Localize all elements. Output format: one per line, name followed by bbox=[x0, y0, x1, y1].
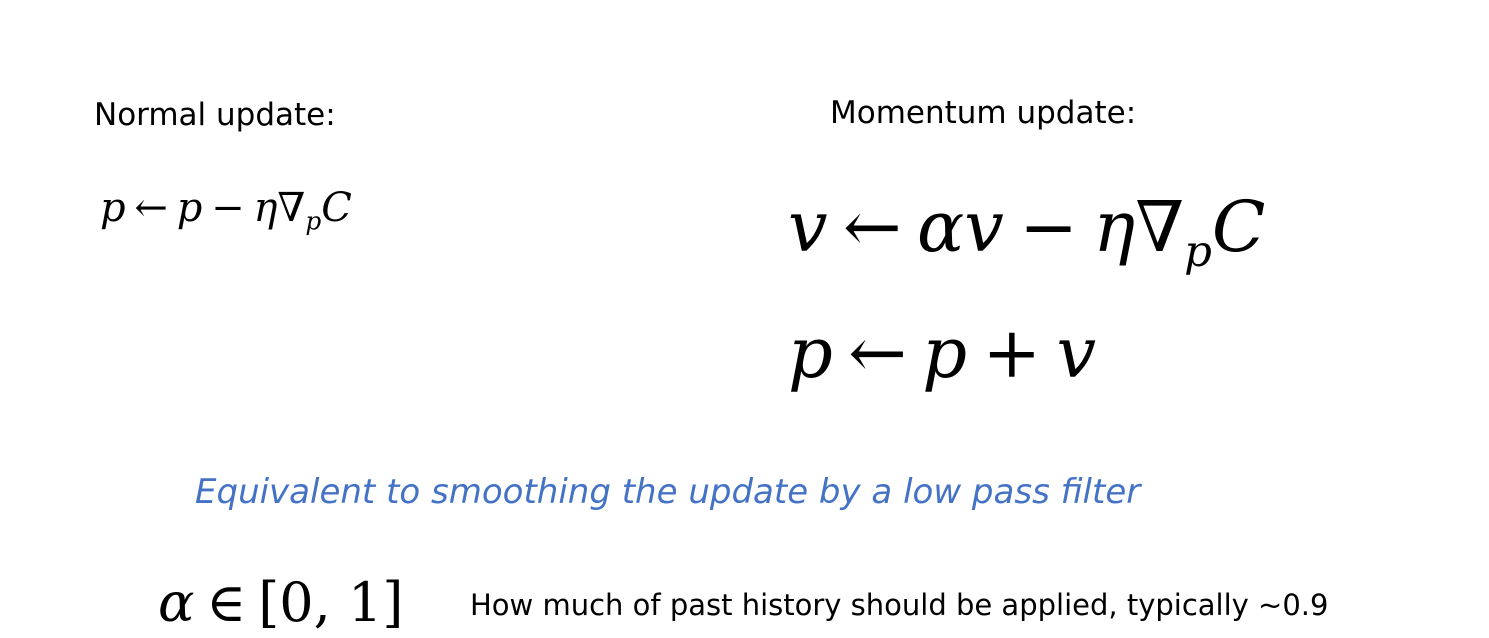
eq-subscript: p bbox=[305, 206, 322, 236]
pos-rhs-var: p bbox=[922, 312, 968, 394]
velocity-equation bbox=[788, 186, 1266, 278]
eq-rhs-var: p bbox=[176, 185, 203, 231]
alpha-interval: [0, 1] bbox=[258, 571, 404, 634]
element-of: ∈ bbox=[206, 571, 247, 634]
normal-update-heading: Normal update: bbox=[94, 97, 336, 133]
position-equation bbox=[788, 312, 1097, 394]
vel-lhs: v bbox=[788, 186, 828, 268]
pos-v: v bbox=[1056, 312, 1097, 394]
vel-arrow: ← bbox=[842, 186, 902, 268]
alpha-description: How much of past history should be applied, typically ~0.9 bbox=[470, 588, 1329, 622]
low-pass-filter-note: Equivalent to smoothing the update by a low pass filter bbox=[195, 472, 1141, 512]
normal-update-equation bbox=[100, 185, 352, 236]
vel-nabla: ∇ bbox=[1135, 186, 1185, 268]
eq-cost: C bbox=[321, 185, 352, 231]
vel-minus: − bbox=[1019, 186, 1078, 268]
eq-arrow: ← bbox=[134, 185, 168, 231]
alpha-range bbox=[158, 571, 404, 634]
alpha-symbol: α bbox=[158, 571, 195, 634]
pos-lhs: p bbox=[788, 312, 833, 394]
eq-nabla: ∇ bbox=[277, 185, 306, 231]
pos-plus: + bbox=[982, 312, 1042, 394]
momentum-update-heading: Momentum update: bbox=[830, 95, 1137, 131]
vel-cost: C bbox=[1211, 186, 1266, 268]
vel-eta: η bbox=[1093, 186, 1136, 268]
vel-subscript: p bbox=[1184, 227, 1212, 278]
eq-minus: − bbox=[211, 185, 245, 231]
eq-eta: η bbox=[253, 185, 278, 231]
vel-alpha-v: αv bbox=[916, 186, 1004, 268]
eq-lhs: p bbox=[100, 185, 126, 231]
pos-arrow: ← bbox=[848, 312, 907, 394]
